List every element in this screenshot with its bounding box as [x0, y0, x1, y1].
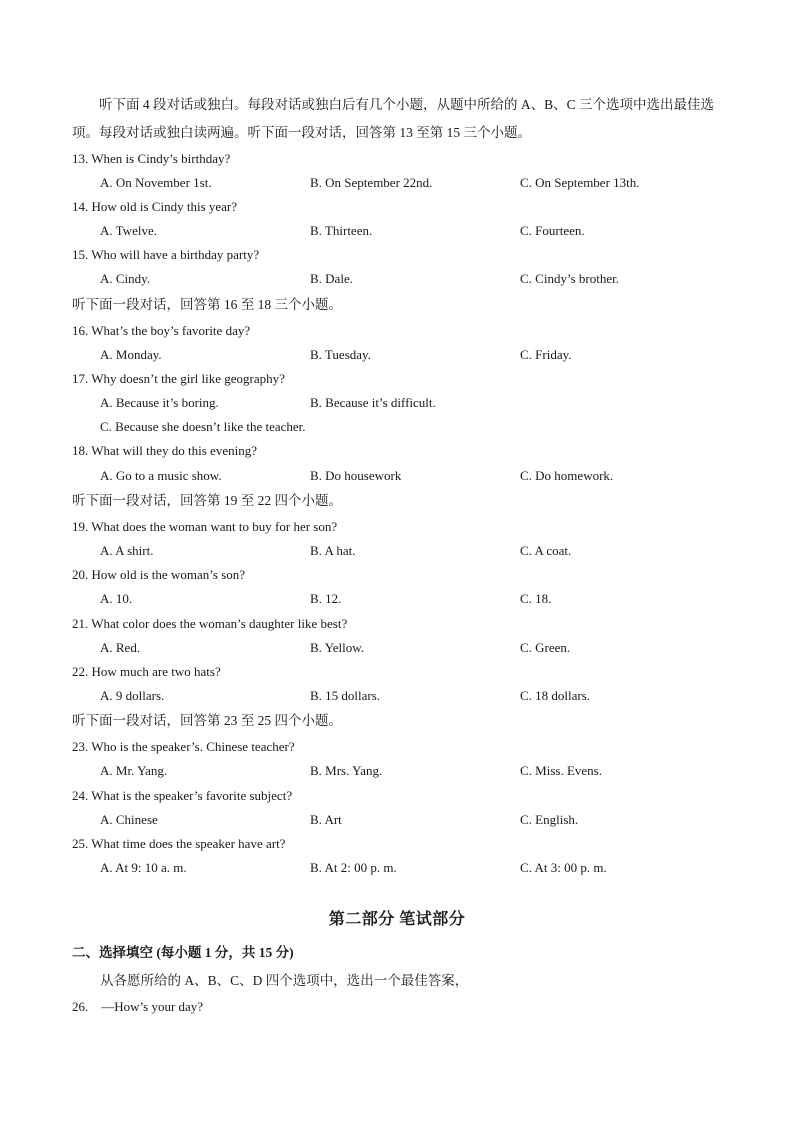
question-26: 26. —How’s your day? [72, 999, 204, 1014]
option-20-c: C. 18. [520, 591, 552, 606]
option-21-c: C. Green. [520, 640, 571, 655]
part-two-title: 第二部分 笔试部分 [328, 911, 466, 928]
section-instruction-16-18: 听下面一段对话，回答第 16 至 18 三个小题。 [72, 297, 342, 312]
question-23: 23. Who is the speaker’s. Chinese teacher? [72, 739, 295, 754]
option-24-a: A. Chinese [100, 812, 158, 827]
question-22: 22. How much are two hats? [72, 664, 221, 679]
section-instruction-19-22: 听下面一段对话，回答第 19 至 22 四个小题。 [72, 493, 342, 508]
section-two-instruction: 从各愿所给的 A、B、C、D 四个选项中，选出一个最佳答案， [100, 973, 469, 988]
option-19-b: B. A hat. [310, 543, 356, 558]
option-19-a: A. A shirt. [100, 543, 154, 558]
option-17-b: B. Because it’s difficult. [310, 395, 436, 410]
question-18: 18. What will they do this evening? [72, 443, 257, 458]
option-14-c: C. Fourteen. [520, 223, 585, 238]
option-16-b: B. Tuesday. [310, 347, 371, 362]
question-21: 21. What color does the woman’s daughter like best? [72, 616, 348, 631]
question-13: 13. When is Cindy’s birthday? [72, 151, 231, 166]
option-22-c: C. 18 dollars. [520, 688, 591, 703]
option-15-b: B. Dale. [310, 271, 353, 286]
option-14-a: A. Twelve. [100, 223, 157, 238]
option-17-c: C. Because she doesn’t like the teacher. [100, 419, 306, 434]
option-24-c: C. English. [520, 812, 579, 827]
question-20: 20. How old is the woman’s son? [72, 567, 245, 582]
question-25: 25. What time does the speaker have art? [72, 836, 286, 851]
option-20-a: A. 10. [100, 591, 133, 606]
option-13-a: A. On November 1st. [100, 175, 212, 190]
option-18-c: C. Do homework. [520, 468, 614, 483]
option-16-c: C. Friday. [520, 347, 572, 362]
question-24: 24. What is the speaker’s favorite subject? [72, 788, 293, 803]
option-18-a: A. Go to a music show. [100, 468, 222, 483]
option-21-b: B. Yellow. [310, 640, 365, 655]
option-15-c: C. Cindy’s brother. [520, 271, 619, 286]
option-17-a: A. Because it’s boring. [100, 395, 219, 410]
listening-intro: 听下面 4 段对话或独白。每段对话或独白后有几个小题，从题中所给的 A、B、C 三个选项中选出最佳选项。每段对话或独白读两遍。听下面一段对话，回答第 13 至第 15 三个小题。 [72, 97, 715, 140]
option-13-c: C. On September 13th. [520, 175, 640, 190]
option-23-c: C. Miss. Evens. [520, 763, 602, 778]
section-two-heading: 二、选择填空 (每小题 1 分，共 15 分) [72, 945, 294, 960]
option-25-a: A. At 9: 10 a. m. [100, 860, 187, 875]
question-19: 19. What does the woman want to buy for her son? [72, 519, 338, 534]
option-21-a: A. Red. [100, 640, 141, 655]
option-24-b: B. Art [310, 812, 342, 827]
option-16-a: A. Monday. [100, 347, 162, 362]
question-14: 14. How old is Cindy this year? [72, 199, 238, 214]
question-17: 17. Why doesn’t the girl like geography? [72, 371, 285, 386]
option-20-b: B. 12. [310, 591, 342, 606]
option-23-a: A. Mr. Yang. [100, 763, 168, 778]
option-14-b: B. Thirteen. [310, 223, 373, 238]
option-25-c: C. At 3: 00 p. m. [520, 860, 607, 875]
option-25-b: B. At 2: 00 p. m. [310, 860, 397, 875]
option-23-b: B. Mrs. Yang. [310, 763, 383, 778]
question-16: 16. What’s the boy’s favorite day? [72, 323, 251, 338]
option-22-b: B. 15 dollars. [310, 688, 381, 703]
section-instruction-23-25: 听下面一段对话，回答第 23 至 25 四个小题。 [72, 713, 342, 728]
option-13-b: B. On September 22nd. [310, 175, 433, 190]
option-18-b: B. Do housework [310, 468, 402, 483]
option-15-a: A. Cindy. [100, 271, 151, 286]
question-15: 15. Who will have a birthday party? [72, 247, 260, 262]
option-19-c: C. A coat. [520, 543, 572, 558]
option-22-a: A. 9 dollars. [100, 688, 165, 703]
